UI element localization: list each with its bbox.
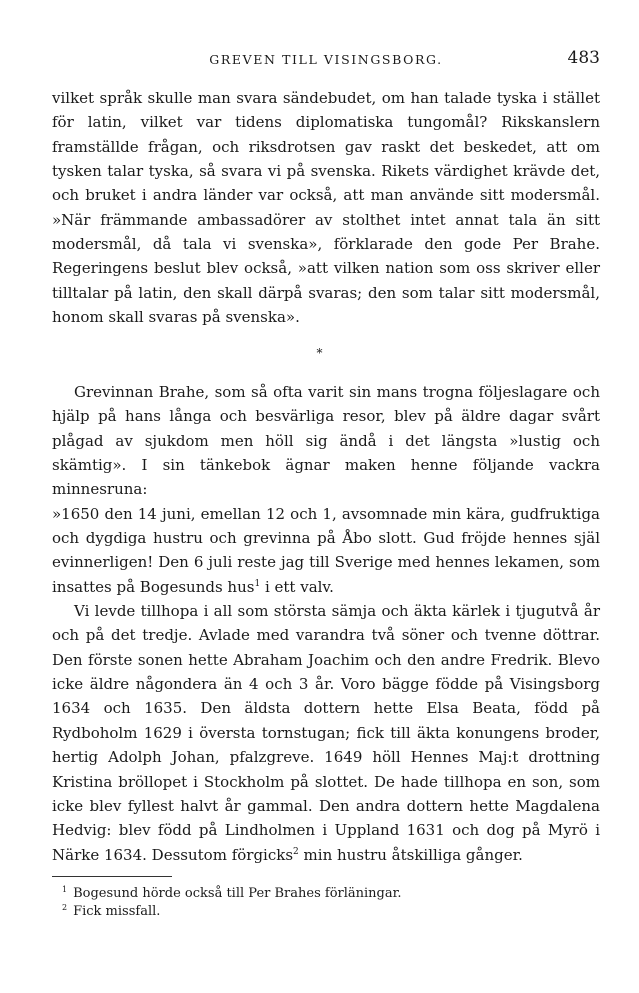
paragraph-3-text: »1650 den 14 juni, emellan 12 och 1, avsomnade min kära, gudfruktiga och dygdiga hustru och grevinna på Åbo slott. Gud fröjde hennes själ evinnerligen! Den 6 juli reste jag till Sverige med hennes lekamen, som insattes på Bogesunds hus: [52, 504, 600, 596]
running-title: GREVEN TILL VISINGSBORG.: [209, 52, 443, 67]
section-separator: *: [316, 346, 323, 360]
paragraph-4-text-end: min hustru åtskilliga gånger.: [298, 845, 523, 864]
paragraph-3: [52, 502, 600, 599]
footnote-mark: 1: [62, 884, 68, 894]
footnote-ref-2: 2: [293, 846, 299, 857]
footnote-text: Bogesund hörde också till Per Brahes förläningar.: [73, 886, 402, 901]
paragraph-1: vilket språk skulle man svara sändebudet, om han talade tyska i stället för latin, vilket var tidens diplomatiska tungomål? Rikskanslern framställde frågan, och riksdrotsen gav raskt det beskedet, att om tysken talar tyska, så svara vi på svenska. Rikets värdighet krävde det, och bruket i andra länder var också, att man använde sitt modersmål. »När främmande ambassadörer av stolthet intet annat tala än sitt modersmål, då tala vi svenska», förklarade den gode Per Brahe. Regeringens beslut blev också, »att vilken nation som oss skriver eller tilltalar på latin, den skall därpå svaras; den som talar sitt modersmål, honom skall svaras på svenska».: [52, 89, 600, 327]
paragraph-2: Grevinnan Brahe, som så ofta varit sin mans trogna följeslagare och hjälp på hans långa och besvärliga resor, blev på äldre dagar svårt plågad av sjukdom men höll sig ändå i det längsta »lustig och skämtig». I sin tänkebok ägnar maken henne följande vackra minnesruna:: [52, 383, 600, 499]
footnote-mark: 2: [62, 902, 68, 912]
page-number: 483: [567, 48, 600, 68]
body-section-1: [52, 86, 600, 329]
paragraph-4: [52, 599, 600, 867]
paragraph-3-text-end: i ett valv.: [260, 577, 334, 596]
footnote-ref-1: 1: [254, 578, 261, 589]
page-header: [52, 48, 600, 72]
paragraph-4-text: Vi levde tillhopa i all som största sämja och äkta kärlek i tjugutvå år och på det tredje. Avlade med varandra två söner och tvenne döttrar. Den förste sonen hette Abraham Joachim och den andre Fredrik. Blevo icke äldre någondera än 4 och 3 år. Voro bägge födde på Visingsborg 1634 och 1635. Den äldsta dottern hette Elsa Beata, född på Rydboholm 1629 i översta tornstugan; fick till äkta konungens broder, hertig Adolph Johan, pfalzgreve. 1649 höll Hennes Maj:t drottning Kristina bröllopet i Stockholm på slottet. De hade tillhopa en son, som icke blev fyllest halvt år gammal. Den andra dottern hette Magdalena Hedvig: blev född på Lindholmen i Uppland 1631 och dog på Myrö i Närke 1634. Dessutom förgicks: [52, 602, 600, 864]
footnote-1: [62, 885, 582, 903]
footnote-divider: [52, 876, 172, 877]
footnote-text: Fick missfall.: [73, 904, 161, 919]
body-section-2: [52, 380, 600, 867]
footnotes: [62, 885, 582, 921]
footnote-2: [62, 903, 582, 921]
